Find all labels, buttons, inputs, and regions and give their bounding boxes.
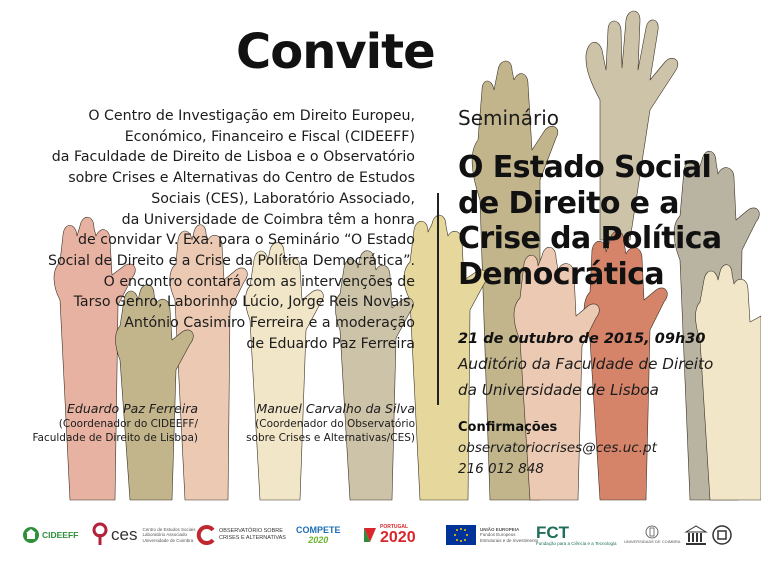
column-divider bbox=[437, 193, 439, 405]
world-heritage-icon bbox=[711, 524, 733, 546]
fct-logo-text: FCT bbox=[536, 522, 570, 542]
body-line: sobre Crises e Alternativas do Centro de Estudos bbox=[68, 170, 415, 187]
seminar-title-line: O Estado Social bbox=[458, 150, 712, 185]
body-line: de convidar V. Exa. para o Seminário “O Estado bbox=[78, 232, 415, 249]
sponsor-logos-bar bbox=[0, 508, 761, 562]
event-venue-line: Auditório da Faculdade de Direito bbox=[458, 355, 714, 373]
logo-ces bbox=[92, 508, 196, 562]
body-line: O encontro contará com as intervenções de bbox=[103, 273, 415, 290]
invitation-body bbox=[20, 106, 415, 354]
signatory-name: Eduardo Paz Ferreira bbox=[67, 401, 198, 416]
body-line: Social de Direito e a Crise da Política Democrática”. bbox=[47, 252, 415, 269]
observatorio-text-line: CRISES E ALTERNATIVAS bbox=[219, 535, 286, 541]
signatory-name: Manuel Carvalho da Silva bbox=[256, 401, 415, 416]
ces-logo-text: ces bbox=[111, 525, 138, 544]
fct-subtitle: Fundação para a Ciência e a Tecnologia bbox=[536, 540, 617, 546]
confirmations-heading: Confirmações bbox=[458, 420, 558, 435]
ces-subtitle-line: Universidade de Coimbra bbox=[142, 537, 194, 543]
logo-unesco bbox=[684, 508, 733, 562]
body-line: Tarso Genro, Laborinho Lúcio, Jorge Reis Novais, bbox=[73, 294, 415, 311]
seminar-title-line: Crise da Política bbox=[458, 221, 722, 256]
ces-mark-icon bbox=[92, 522, 110, 548]
logo-cideeff bbox=[22, 508, 78, 562]
uc-logo-text: UNIVERSIDADE DE COIMBRA bbox=[624, 539, 681, 545]
confirmations-phone: 216 012 848 bbox=[458, 461, 544, 477]
body-line: O Centro de Investigação em Direito Europeu, bbox=[88, 108, 415, 124]
ces-subtitle-line: Centro de Estudos Sociais bbox=[142, 527, 196, 533]
body-line: Sociais (CES), Laboratório Associado, bbox=[151, 190, 415, 207]
seminar-title-line: Democrática bbox=[458, 256, 664, 292]
logo-portugal-2020 bbox=[362, 508, 416, 562]
body-line: António Casimiro Ferreira e a moderação bbox=[124, 315, 415, 332]
logo-universidade-coimbra bbox=[624, 508, 680, 562]
logo-compete-2020 bbox=[296, 508, 341, 562]
signatory-manuel bbox=[222, 400, 415, 445]
uc-crest-icon bbox=[641, 525, 663, 539]
body-line: Económico, Financeiro e Fiscal (CIDEEFF) bbox=[124, 128, 415, 145]
observatorio-mark-icon bbox=[196, 525, 216, 545]
compete-year-text: 2020 bbox=[308, 535, 329, 545]
ces-subtitle-line: Laboratório Associado bbox=[142, 532, 187, 538]
signatory-eduardo bbox=[0, 400, 198, 445]
unesco-temple-icon bbox=[684, 524, 708, 546]
seminar-title bbox=[458, 150, 758, 292]
portugal-label: PORTUGAL bbox=[380, 524, 409, 530]
ue-subtitle-line: Estruturais e de Investimento bbox=[480, 537, 539, 543]
portugal-year: 2020 bbox=[380, 529, 416, 546]
compete-logo-text: COMPETE bbox=[296, 525, 341, 535]
body-line: da Faculdade de Direito de Lisboa e o Observatório bbox=[51, 149, 415, 166]
signatory-role: (Coordenador do Observatório bbox=[255, 418, 415, 430]
logo-fct bbox=[536, 508, 616, 562]
observatorio-text-line: OBSERVATÓRIO SOBRE bbox=[219, 528, 283, 534]
logo-uniao-europeia bbox=[446, 508, 538, 562]
seminar-title-line: de Direito e a bbox=[458, 185, 679, 221]
ue-subtitle-line: Fundos Europeus bbox=[480, 532, 516, 538]
body-line: de Eduardo Paz Ferreira bbox=[246, 335, 415, 352]
signatory-role: Faculdade de Direito de Lisboa) bbox=[32, 432, 198, 444]
signatory-role: (Coordenador do CIDEEFF/ bbox=[58, 418, 198, 430]
event-venue-line: da Universidade de Lisboa bbox=[458, 381, 659, 399]
body-line: da Universidade de Coimbra têm a honra bbox=[121, 211, 415, 228]
cideeff-logo-text: CIDEEFF bbox=[42, 530, 79, 540]
cideeff-emblem-icon bbox=[22, 526, 40, 544]
eu-flag-icon bbox=[446, 525, 476, 545]
invitation-title: Convite bbox=[236, 24, 435, 80]
confirmations-email-link[interactable]: observatoriocrises@ces.uc.pt bbox=[458, 440, 657, 456]
ue-label: UNIÃO EUROPEIA bbox=[480, 527, 520, 533]
signatory-role: sobre Crises e Alternativas/CES) bbox=[246, 432, 415, 444]
seminar-label: Seminário bbox=[458, 106, 559, 130]
logo-observatorio bbox=[196, 508, 286, 562]
event-date: 21 de outubro de 2015, 09h30 bbox=[458, 331, 706, 347]
portugal-2020-flag-icon bbox=[362, 526, 378, 544]
